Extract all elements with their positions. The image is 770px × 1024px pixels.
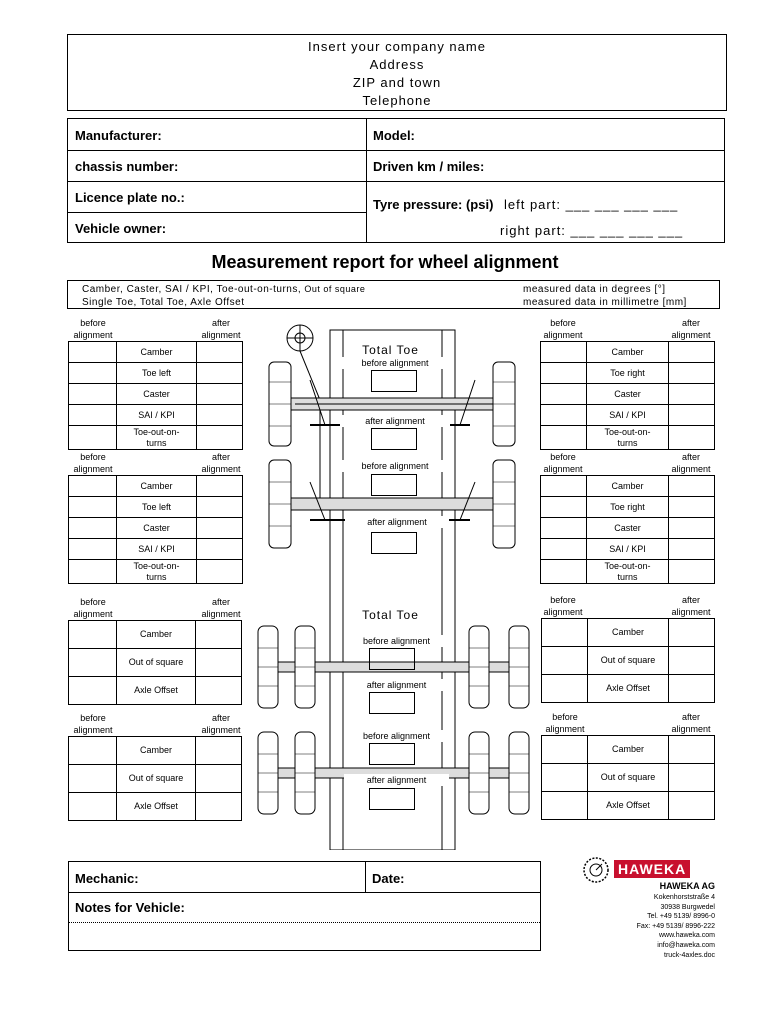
company-header: [67, 34, 727, 111]
cell-input[interactable]: [542, 764, 588, 792]
cell-input[interactable]: [69, 649, 117, 677]
left-axle4-table: [68, 736, 242, 821]
caster-label: Caster: [587, 518, 669, 539]
toe-box-axle1-after[interactable]: [371, 428, 417, 450]
model-label: Model:: [373, 128, 415, 143]
out-square-label: Out of square: [588, 764, 669, 792]
cell-input[interactable]: [69, 405, 117, 426]
zip: 30938 Burgwedel: [660, 903, 715, 911]
cell-input[interactable]: [542, 647, 588, 675]
toe-turns-label: Toe-out-on-turns: [117, 560, 197, 584]
left-axle3-table: [68, 620, 242, 705]
cell-input[interactable]: [69, 560, 117, 584]
front-before-label-2: before alignment: [340, 460, 450, 472]
left-axle2-before-header: before alignment: [73, 452, 113, 474]
cell-input[interactable]: [196, 737, 242, 765]
company-name-footer: HAWEKA AG: [659, 881, 715, 891]
cell-input[interactable]: [669, 342, 715, 363]
toe-turns-label: Toe-out-on-turns: [587, 560, 669, 584]
right-axle4-after-header: after alignment: [671, 712, 711, 734]
total-toe-label-front: Total Toe: [362, 343, 419, 357]
camber-label: Camber: [588, 619, 669, 647]
toe-left-label: Toe left: [117, 363, 197, 384]
left-axle1-table: [68, 341, 243, 450]
chassis-diagram: [255, 320, 535, 850]
manufacturer-label: Manufacturer:: [75, 128, 162, 143]
toe-box-axle1-before[interactable]: [371, 370, 417, 392]
cell-input[interactable]: [69, 476, 117, 497]
cell-input[interactable]: [197, 497, 243, 518]
right-axle3-table: [541, 618, 715, 703]
cell-input[interactable]: [69, 793, 117, 821]
camber-label: Camber: [587, 476, 669, 497]
chassis-label: chassis number:: [75, 159, 179, 174]
right-part-field[interactable]: right part: ___ ___ ___ ___: [500, 223, 684, 238]
owner-label: Vehicle owner:: [75, 221, 167, 236]
cell-input[interactable]: [541, 560, 587, 584]
cell-input[interactable]: [197, 476, 243, 497]
right-axle1-before-header: before alignment: [543, 318, 583, 340]
right-axle2-table: [540, 475, 715, 584]
cell-input[interactable]: [69, 342, 117, 363]
cell-input[interactable]: [69, 539, 117, 560]
toe-right-label: Toe right: [587, 363, 669, 384]
camber-label: Camber: [117, 342, 197, 363]
cell-input[interactable]: [669, 384, 715, 405]
cell-input[interactable]: [669, 539, 715, 560]
toe-left-label: Toe left: [117, 497, 197, 518]
website-link[interactable]: www.haweka.com: [658, 932, 715, 939]
mechanic-label: Mechanic:: [75, 871, 139, 886]
cell-input[interactable]: [69, 621, 117, 649]
sai-label: SAI / KPI: [117, 405, 197, 426]
rear-after-label-1: after alignment: [344, 679, 449, 691]
footer-form: [68, 861, 541, 951]
toe-turns-label: Toe-out-on-turns: [117, 426, 197, 450]
cell-input[interactable]: [541, 384, 587, 405]
cell-input[interactable]: [541, 539, 587, 560]
notes-label: Notes for Vehicle:: [75, 900, 185, 915]
left-axle4-before-header: before alignment: [73, 713, 113, 735]
front-before-label-1: before alignment: [340, 357, 450, 369]
legend-out-of-square: Out of square: [304, 284, 366, 294]
left-axle3-after-header: after alignment: [201, 597, 241, 619]
right-axle1-table: [540, 341, 715, 450]
right-axle3-before-header: before alignment: [543, 595, 583, 617]
camber-label: Camber: [588, 736, 669, 764]
camber-label: Camber: [117, 476, 197, 497]
front-after-label-2: after alignment: [345, 516, 449, 528]
report-title: Measurement report for wheel alignment: [211, 252, 559, 272]
cell-input[interactable]: [541, 476, 587, 497]
cell-input[interactable]: [541, 426, 587, 450]
rear-before-label-1: before alignment: [344, 635, 449, 647]
fax: Fax: +49 5139/ 8996-222: [636, 922, 715, 930]
company-zip-town: ZIP and town: [352, 75, 442, 90]
right-axle4-before-header: before alignment: [545, 712, 585, 734]
cell-input[interactable]: [196, 621, 242, 649]
rear-before-label-2: before alignment: [344, 730, 449, 742]
toe-box-axle2-before[interactable]: [371, 474, 417, 496]
cell-input[interactable]: [69, 765, 117, 793]
cell-input[interactable]: [69, 677, 117, 705]
cell-input[interactable]: [541, 363, 587, 384]
right-axle2-before-header: before alignment: [543, 452, 583, 474]
right-axle4-table: [541, 735, 715, 820]
left-part-field[interactable]: left part: ___ ___ ___ ___: [504, 197, 679, 212]
cell-input[interactable]: [669, 363, 715, 384]
cell-input[interactable]: [542, 619, 588, 647]
cell-input[interactable]: [669, 675, 715, 703]
street: Kokenhorststraße 4: [653, 894, 715, 901]
cell-input[interactable]: [197, 426, 243, 450]
toe-right-label: Toe right: [587, 497, 669, 518]
cell-input[interactable]: [669, 619, 715, 647]
sai-label: SAI / KPI: [117, 539, 197, 560]
cell-input[interactable]: [197, 518, 243, 539]
units-legend: [67, 280, 720, 309]
cell-input[interactable]: [197, 342, 243, 363]
sai-label: SAI / KPI: [587, 405, 669, 426]
caster-label: Caster: [117, 384, 197, 405]
cell-input[interactable]: [669, 764, 715, 792]
company-name: Insert your company name: [308, 39, 486, 54]
cell-input[interactable]: [541, 497, 587, 518]
right-axle2-after-header: after alignment: [671, 452, 711, 474]
right-axle1-after-header: after alignment: [671, 318, 711, 340]
tyre-pressure-label: Tyre pressure: (psi): [373, 197, 494, 212]
toe-box-axle2-after[interactable]: [371, 532, 417, 554]
company-telephone: Telephone: [362, 93, 432, 108]
legend-mm-unit: measured data in millimetre [mm]: [523, 297, 687, 308]
cell-input[interactable]: [669, 497, 715, 518]
cell-input[interactable]: [669, 476, 715, 497]
haweka-logo: [582, 856, 717, 884]
cell-input[interactable]: [196, 677, 242, 705]
out-square-label: Out of square: [117, 649, 196, 677]
toe-box-axle3-before[interactable]: [369, 648, 415, 670]
toe-box-axle3-after[interactable]: [369, 692, 415, 714]
cell-input[interactable]: [669, 736, 715, 764]
company-contact: [580, 893, 715, 950]
cell-input[interactable]: [69, 518, 117, 539]
cell-input[interactable]: [197, 405, 243, 426]
left-axle1-after-header: after alignment: [201, 318, 241, 340]
axle-offset-label: Axle Offset: [117, 677, 196, 705]
cell-input[interactable]: [669, 426, 715, 450]
caster-label: Caster: [587, 384, 669, 405]
camber-label: Camber: [117, 621, 196, 649]
cell-input[interactable]: [196, 649, 242, 677]
cell-input[interactable]: [197, 363, 243, 384]
cell-input[interactable]: [669, 518, 715, 539]
legend-mm-items: Single Toe, Total Toe, Axle Offset: [82, 297, 245, 308]
cell-input[interactable]: [69, 737, 117, 765]
cell-input[interactable]: [542, 675, 588, 703]
cell-input[interactable]: [669, 792, 715, 820]
company-address: Address: [369, 57, 425, 72]
cell-input[interactable]: [541, 342, 587, 363]
driven-label: Driven km / miles:: [373, 159, 485, 174]
camber-label: Camber: [587, 342, 669, 363]
cell-input[interactable]: [669, 560, 715, 584]
cell-input[interactable]: [69, 363, 117, 384]
front-after-label-1: after alignment: [340, 415, 450, 427]
cell-input[interactable]: [542, 736, 588, 764]
left-axle4-after-header: after alignment: [201, 713, 241, 735]
doc-name: truck-4axles.doc: [664, 952, 715, 959]
left-axle1-before-header: before alignment: [73, 318, 113, 340]
legend-degrees-items: Camber, Caster, SAI / KPI, Toe-out-on-turns,: [82, 284, 302, 295]
left-axle3-before-header: before alignment: [73, 597, 113, 619]
left-axle2-table: [68, 475, 243, 584]
cell-input[interactable]: [196, 793, 242, 821]
cell-input[interactable]: [541, 405, 587, 426]
cell-input[interactable]: [69, 497, 117, 518]
cell-input[interactable]: [197, 384, 243, 405]
sai-label: SAI / KPI: [587, 539, 669, 560]
out-square-label: Out of square: [117, 765, 196, 793]
rear-after-label-2: after alignment: [344, 774, 449, 786]
toe-turns-label: Toe-out-on-turns: [587, 426, 669, 450]
cell-input[interactable]: [197, 560, 243, 584]
tel: Tel. +49 5139/ 8996-0: [647, 913, 715, 920]
right-axle3-after-header: after alignment: [671, 595, 711, 617]
cell-input[interactable]: [197, 539, 243, 560]
vehicle-info-table: [67, 118, 725, 243]
brand-name: HAWEKA: [614, 860, 690, 878]
cell-input[interactable]: [669, 405, 715, 426]
cell-input[interactable]: [669, 647, 715, 675]
caster-label: Caster: [117, 518, 197, 539]
total-toe-label-rear: Total Toe: [362, 608, 419, 622]
out-square-label: Out of square: [588, 647, 669, 675]
legend-degrees-unit: measured data in degrees [°]: [523, 284, 666, 295]
email-link[interactable]: info@haweka.com: [657, 941, 715, 949]
date-label: Date:: [372, 871, 405, 886]
toe-box-axle4-after[interactable]: [369, 788, 415, 810]
cell-input[interactable]: [69, 384, 117, 405]
left-axle2-after-header: after alignment: [201, 452, 241, 474]
toe-box-axle4-before[interactable]: [369, 743, 415, 765]
cell-input[interactable]: [541, 518, 587, 539]
cell-input[interactable]: [196, 765, 242, 793]
axle-offset-label: Axle Offset: [588, 792, 669, 820]
cell-input[interactable]: [69, 426, 117, 450]
cell-input[interactable]: [542, 792, 588, 820]
axle-offset-label: Axle Offset: [117, 793, 196, 821]
axle-offset-label: Axle Offset: [588, 675, 669, 703]
camber-label: Camber: [117, 737, 196, 765]
licence-label: Licence plate no.:: [75, 190, 185, 205]
